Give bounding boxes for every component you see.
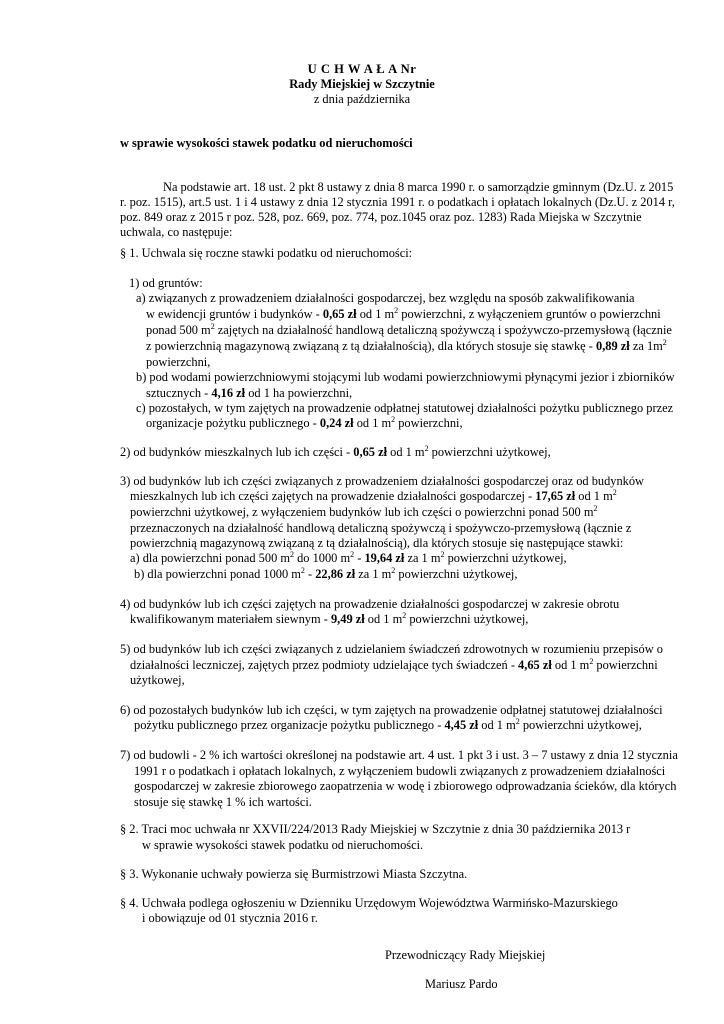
point-1b-line: sztucznych - 4,16 zł od 1 ha powierzchni,: [146, 386, 353, 400]
paragraph-4-line: § 4. Uchwała podlega ogłoszeniu w Dzienniku Urzędowym Województwa Warmińsko-Mazurskiego: [120, 896, 618, 910]
point-2-line: 2) od budynków mieszkalnych lub ich części - 0,65 zł od 1 $m^2$ powierzchni użytkowej,: [120, 443, 551, 459]
point-7-line: stosuje się stawkę 1 % ich wartości.: [134, 795, 312, 809]
preamble-line: Na podstawie art. 18 ust. 2 pkt 8 ustawy z dnia 8 marca 1990 r. o samorządzie gminnym (Dz.U. z 2015: [163, 180, 674, 194]
point-1a-line: powierzchni,: [146, 355, 211, 369]
preamble-line: poz. 849 oraz z 2015 r poz. 528, poz. 669, poz. 774, poz.1045 oraz poz. 1283) Rada Miejska w Szczytnie: [120, 210, 642, 224]
point-1c-line: organizacje pożytku publicznego - 0,24 zł od 1 $m^2$ powierzchni,: [146, 414, 463, 430]
point-6-line: pożytku publicznego przez organizacje pożytku publicznego - 4,45 zł od 1 $m^2$ powierzchni użytkowej,: [134, 716, 642, 732]
point-7-line: gospodarczej w zakresie zbiorowego zaopatrzenia w wodę i zbiorowego odprowadzania ścieków, dla których: [134, 779, 677, 793]
point-1a-line: ponad 500 $m^2$ zajętych na działalność handlową detaliczną spożywczą i spożywczo-przemysłową (łącznie: [146, 321, 672, 337]
point-3-line: przeznaczonych na działalność handlową detaliczną spożywczą i spożywczo-przemysłową (łącznie z: [130, 521, 632, 535]
point-7-line: 7) od budowli - 2 % ich wartości określonej na podstawie art. 4 ust. 1 pkt 3 i ust. 3 – 7 ustawy z dnia 12 stycznia: [120, 748, 678, 762]
point-5-line: działalności leczniczej, zajętych przez podmioty udzielające tych świadczeń - 4,65 zł od 1 $m^2$ powierzchni: [130, 656, 658, 672]
point-3-line: mieszkalnych lub ich części zajętych na prowadzenie działalności gospodarczej - 17,65 zł od 1 $m^2$: [130, 487, 617, 503]
resolution-date: z dnia października: [313, 92, 411, 106]
signature-name: Mariusz Pardo: [425, 977, 498, 991]
resolution-subject: w sprawie wysokości stawek podatku od nieruchomości: [120, 136, 413, 150]
council-name: Rady Miejskiej w Szczytnie: [289, 77, 435, 91]
point-1-heading: 1) od gruntów:: [129, 276, 203, 290]
point-3a-line: a) dla powierzchni ponad 500 $m^2$ do 1000 $m^2 - 19,64$ zł za 1 $m^2$ powierzchni użytkowej,: [130, 549, 567, 565]
point-1c-line: c) pozostałych, w tym zajętych na prowadzenie odpłatnej statutowej działalności pożytku publicznego przez: [136, 401, 674, 415]
point-1a-line: w ewidencji gruntów i budynków - 0,65 zł od 1 $m^2$ powierzchni, z wyłączeniem gruntów o powierzchni: [146, 305, 661, 321]
point-4-line: 4) od budynków lub ich części zajętych na prowadzenie działalności gospodarczej w zakresie obrotu: [120, 597, 620, 611]
paragraph-2-line: w sprawie wysokości stawek podatku od nieruchomości.: [142, 838, 424, 852]
point-5-line: użytkowej,: [130, 673, 185, 687]
point-7-line: 1991 r o podatkach i opłatach lokalnych, z wyłączeniem budowli związanych z prowadzeniem działalności: [134, 764, 666, 778]
point-3-line: powierzchni użytkowej, z wyłączeniem budynków lub ich części o powierzchni ponad 500 $m^2$: [130, 503, 598, 519]
point-5-line: 5) od budynków lub ich części związanych z udzielaniem świadczeń zdrowotnych w rozumieniu przepisów o: [120, 642, 663, 656]
point-3-line: 3) od budynków lub ich części związanych z prowadzeniem działalności gospodarczej oraz od budynków: [120, 474, 645, 488]
paragraph-2-line: § 2. Traci moc uchwała nr XXVII/224/2013 Rady Miejskiej w Szczytnie z dnia 30 października 2013 r: [120, 822, 631, 836]
point-1a-line: z powierzchnią magazynową związaną z tą działalnością), dla których stosuje się stawkę - 0,89 zł za $1m^2$: [146, 337, 667, 353]
point-3b-line: b) dla powierzchni ponad 1000 $m^2 - 22,86$ zł za 1 $m^2$ powierzchni użytkowej,: [134, 565, 518, 581]
point-1a-line: a) związanych z prowadzeniem działalności gospodarczej, bez względu na sposób zakwalifikowania: [136, 291, 635, 305]
point-3-line: powierzchnią magazynową związaną z tą działalnością), dla których stosuje się następujące stawki:: [130, 536, 624, 550]
point-1b-line: b) pod wodami powierzchniowymi stojącymi lub wodami powierzchniowymi płynącymi jezior i zbiorników: [136, 370, 675, 384]
signature-role: Przewodniczący Rady Miejskiej: [385, 948, 546, 962]
preamble-line: uchwala, co następuje:: [120, 225, 233, 239]
paragraph-4-line: i obowiązuje od 01 stycznia 2016 r.: [142, 911, 318, 925]
paragraph-1-intro: § 1. Uchwala się roczne stawki podatku od nieruchomości:: [120, 246, 413, 260]
point-6-line: 6) od pozostałych budynków lub ich części, w tym zajętych na prowadzenie odpłatnej statutowej działalności: [120, 703, 663, 717]
point-4-line: kwalifikowanym materiałem siewnym - 9,49 zł od 1 $m^2$ powierzchni użytkowej,: [130, 610, 529, 626]
document-title: U C H W A Ł A Nr: [307, 62, 417, 76]
paragraph-3: § 3. Wykonanie uchwały powierza się Burmistrzowi Miasta Szczytna.: [120, 867, 468, 881]
preamble-line: r. poz. 1515), art.5 ust. 1 i 4 ustawy z dnia 12 stycznia 1991 r. o podatkach i opłatach lokalnych (Dz.U. z 2014 r,: [120, 195, 675, 209]
